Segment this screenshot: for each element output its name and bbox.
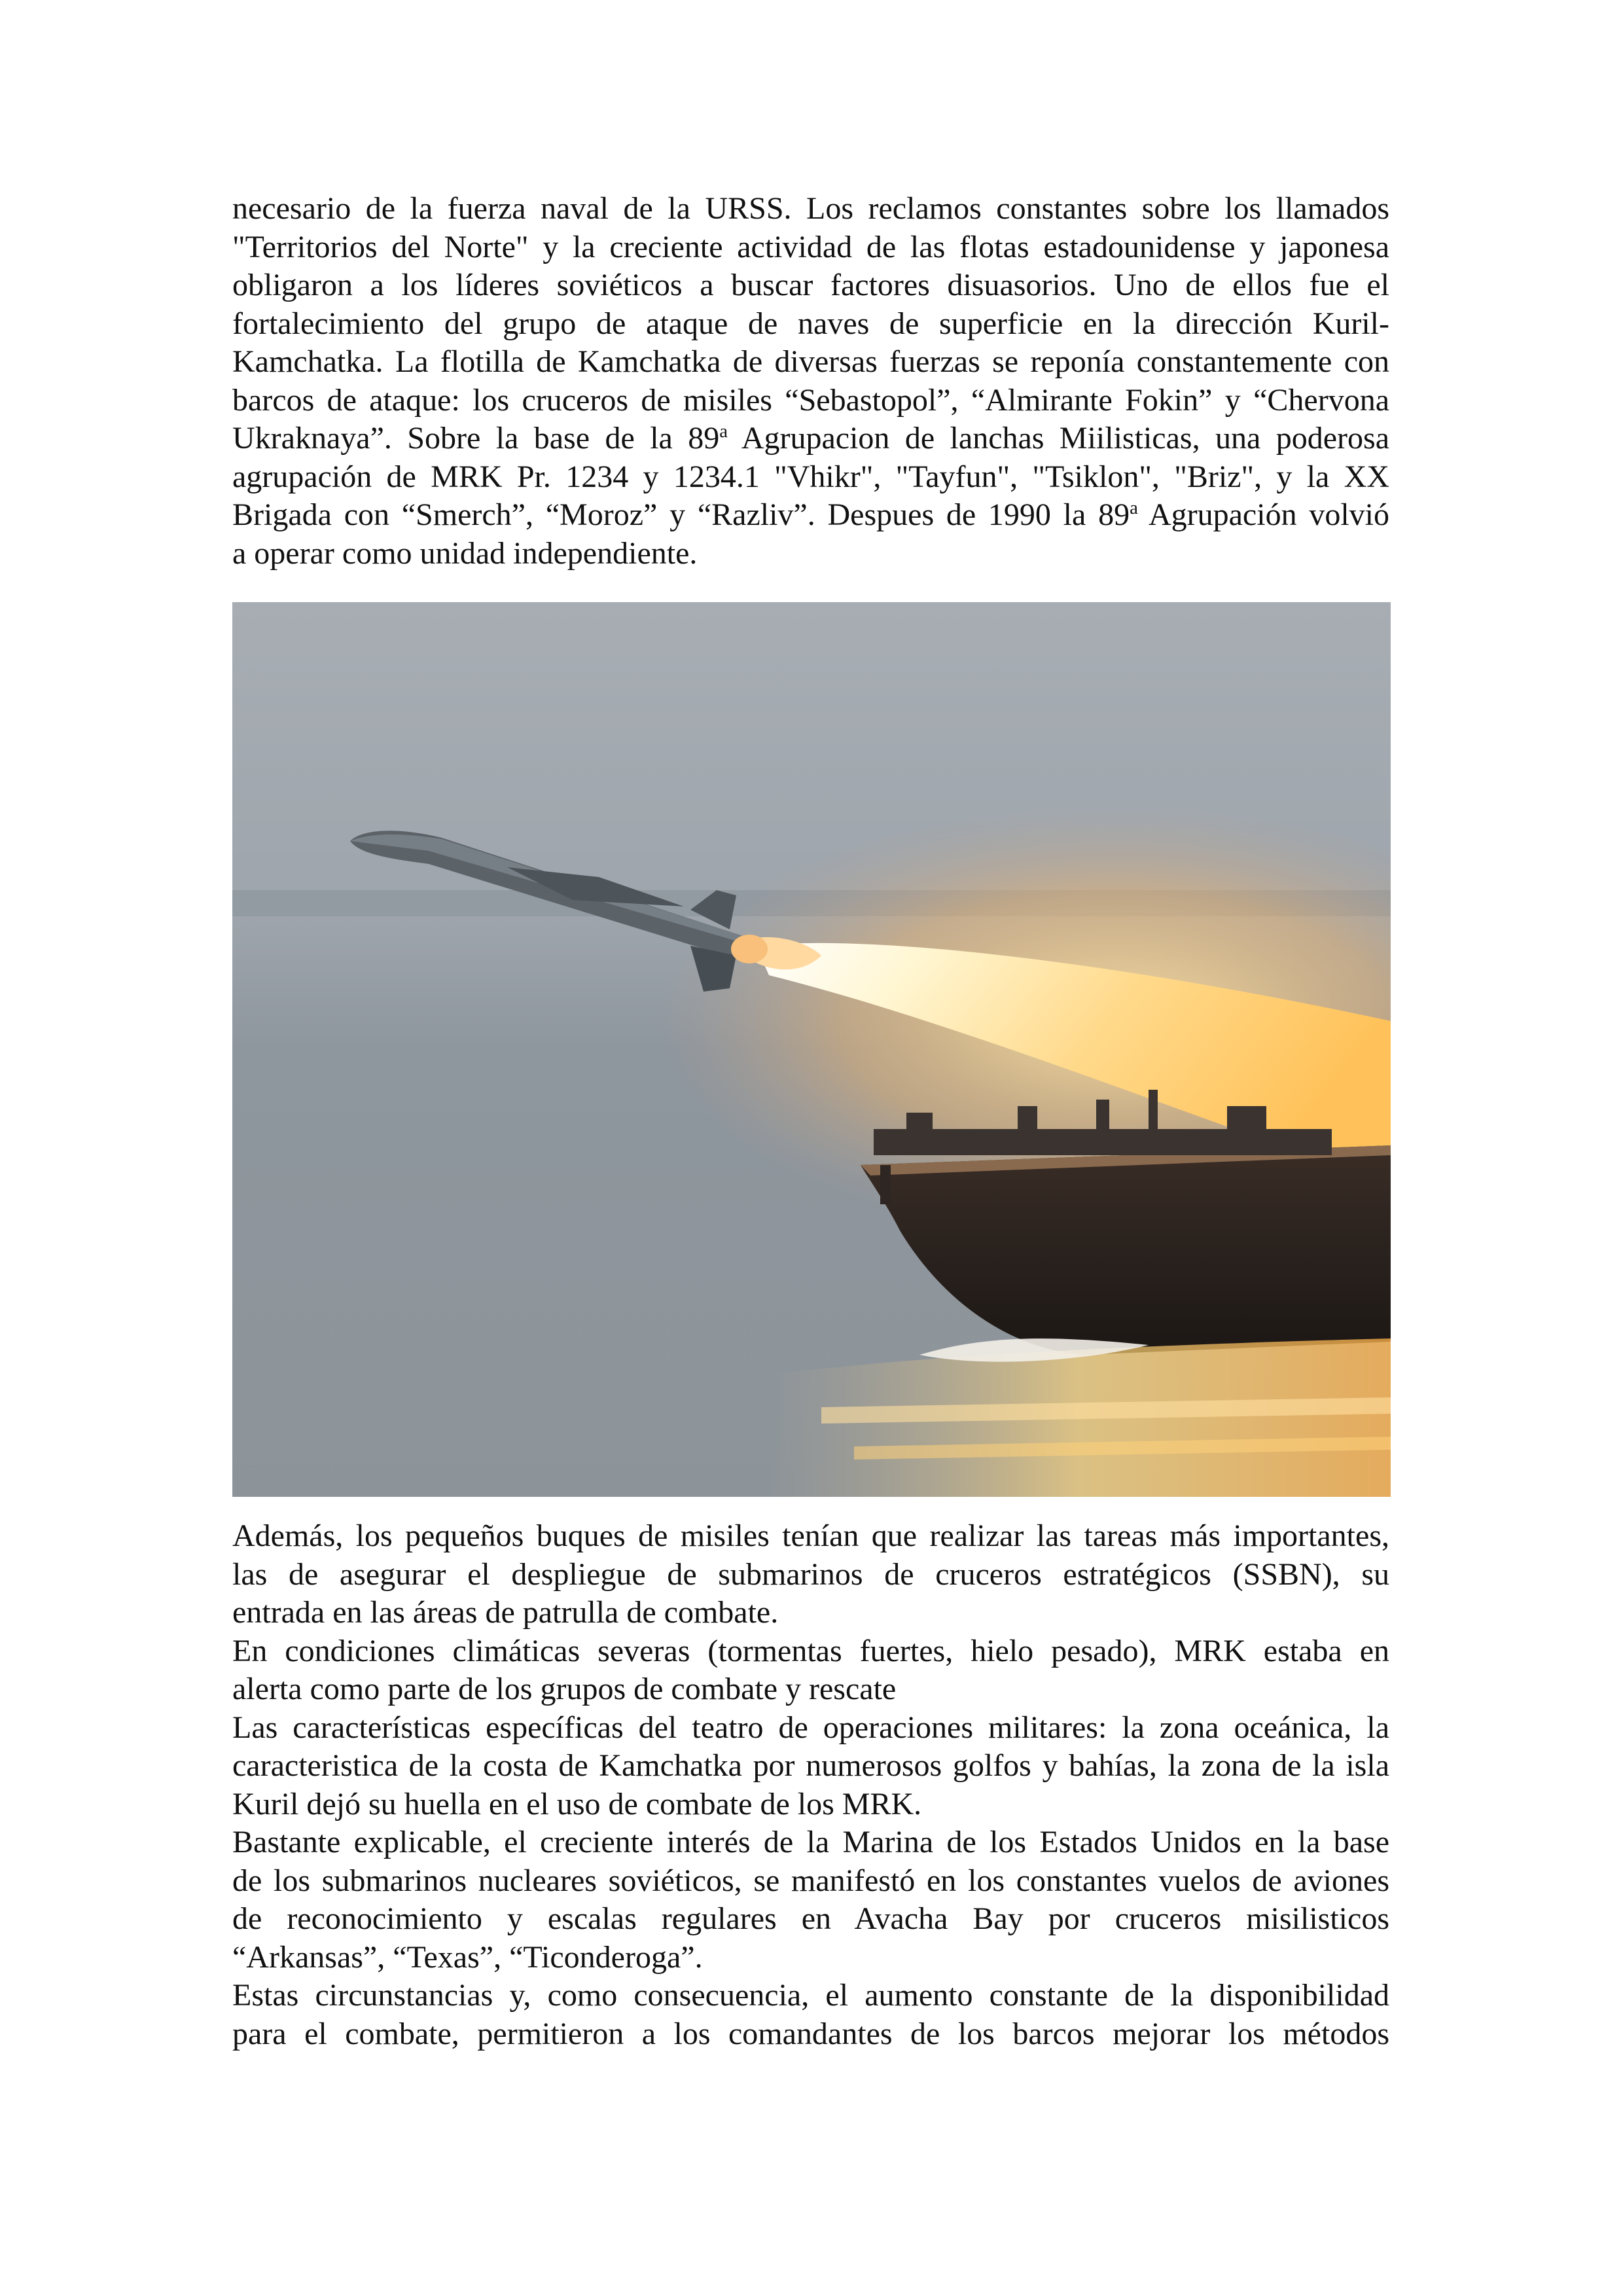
text-line: Ukraknaya”. Sobre la base de la 89$^a$ Agrupacion de lanchas Miilisticas, una poderosa bbox=[232, 421, 1389, 456]
ordinal-superscript: a bbox=[719, 421, 728, 442]
ordinal-superscript: a bbox=[1130, 497, 1138, 518]
text-line: “Arkansas”, “Texas”, “Ticonderoga”. bbox=[232, 1939, 703, 1975]
text-line: obligaron a los líderes soviéticos a buscar factores disuasorios. Uno de ellos fue el bbox=[232, 268, 1389, 302]
text-line: Brigada con “Smerch”, “Moroz” y “Razliv”. Despues de 1990 la 89$^a$ Agrupación volvió bbox=[232, 497, 1389, 532]
text-line: agrupación de MRK Pr. 1234 y 1234.1 "Vhikr", "Tayfun", "Tsiklon", "Briz", y la XX bbox=[232, 459, 1389, 494]
text-line: de los submarinos nucleares soviéticos, se manifestó en los constantes vuelos de aviones bbox=[232, 1863, 1389, 1898]
text-line: Además, los pequeños buques de misiles tenían que realizar las tareas más importantes, bbox=[232, 1518, 1389, 1553]
text-line: Estas circunstancias y, como consecuencia, el aumento constante de la disponibilidad bbox=[232, 1978, 1389, 2013]
paragraph-intro bbox=[232, 190, 1389, 573]
text-line: de reconocimiento y escalas regulares en Avacha Bay por cruceros misilisticos bbox=[232, 1901, 1389, 1936]
text-line: Las características específicas del teatro de operaciones militares: la zona oceánica, la bbox=[232, 1710, 1389, 1745]
text-line: entrada en las áreas de patrulla de combate. bbox=[232, 1595, 779, 1630]
text-line: En condiciones climáticas severas (tormentas fuertes, hielo pesado), MRK estaba en bbox=[232, 1633, 1389, 1668]
text-line: Kamchatka. La flotilla de Kamchatka de diversas fuerzas se reponía constantemente con bbox=[232, 344, 1389, 379]
text-line: las de asegurar el despliegue de submarinos de cruceros estratégicos (SSBN), su bbox=[232, 1556, 1389, 1592]
text-line: alerta como parte de los grupos de combate y rescate bbox=[232, 1672, 897, 1706]
text-line: Bastante explicable, el creciente interés de la Marina de los Estados Unidos en la base bbox=[232, 1825, 1389, 1859]
text-line: "Territorios del Norte" y la creciente actividad de las flotas estadounidense y japonesa bbox=[232, 229, 1389, 264]
missile-launch-illustration bbox=[232, 602, 1391, 1497]
paragraph-body bbox=[232, 1517, 1389, 2053]
text-line: para el combate, permitieron a los comandantes de los barcos mejorar los métodos bbox=[232, 2016, 1389, 2051]
text-line: barcos de ataque: los cruceros de misiles “Sebastopol”, “Almirante Fokin” y “Chervona bbox=[232, 382, 1389, 418]
text-line: a operar como unidad independiente. bbox=[232, 535, 698, 571]
text-line: fortalecimiento del grupo de ataque de naves de superficie en la dirección Kuril- bbox=[232, 306, 1389, 341]
text-line: caracteristica de la costa de Kamchatka por numerosos golfos y bahías, la zona de la isla bbox=[232, 1748, 1389, 1783]
missile-launch-photo bbox=[232, 602, 1391, 1497]
text-line: necesario de la fuerza naval de la URSS. Los reclamos constantes sobre los llamados bbox=[232, 191, 1389, 226]
text-line: Kuril dejó su huella en el uso de combate de los MRK. bbox=[232, 1786, 922, 1821]
